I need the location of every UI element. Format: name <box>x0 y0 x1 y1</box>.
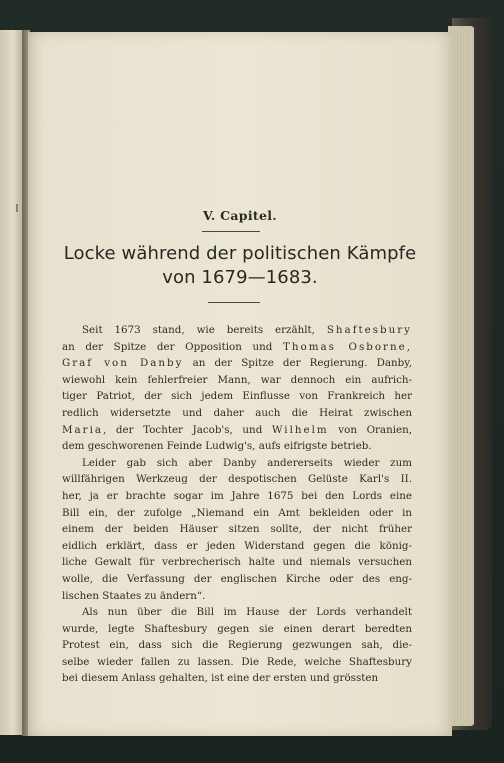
chapter-title-line-2: von 1679—1683. <box>162 267 318 288</box>
chapter-title <box>28 242 452 290</box>
text-line: tiger Patriot, der sich jedem Einflusse von Frankreich her <box>62 390 412 403</box>
text-line: willfährigen Werkzeug der despotischen Gelüste Karl's II. <box>62 473 412 486</box>
text-line: Bill ein, der zufolge „Niemand ein Amt bekleiden oder in <box>62 506 412 519</box>
text-line: wolle, die Verfassung der englischen Kirche oder des eng- <box>62 572 412 585</box>
divider-rule-bottom <box>208 302 260 303</box>
text-line: redlich widersetzte und daher auch die Heirat zwischen <box>62 406 412 419</box>
text-line: bei diesem Anlass gehalten, ist eine der ersten und grössten <box>62 672 379 685</box>
page-mark <box>16 204 18 212</box>
text-line: einem der beiden Häuser sitzen sollte, der nicht früher <box>62 523 412 536</box>
text-line: an der Spitze der Opposition und Thomas Osborne, <box>62 340 412 353</box>
text-line: Maria, der Tochter Jacob's, und Wilhelm von Oranien, <box>62 423 412 436</box>
text-line: dem geschworenen Feinde Ludwig's, aufs eifrigste betrieb. <box>62 440 372 453</box>
text-line: Protest ein, dass sich die Regierung gezwungen sah, die- <box>62 639 412 652</box>
divider-rule-top <box>202 231 260 232</box>
body-text <box>62 322 412 687</box>
text-line: her, ja er brachte sogar im Jahre 1675 bei den Lords eine <box>62 489 412 502</box>
text-line: eidlich erklärt, dass er jeden Widerstand gegen die könig- <box>62 539 412 552</box>
text-line: wiewohl kein fehlerfreier Mann, war dennoch ein aufrich- <box>62 373 412 386</box>
text-line: Graf von Danby an der Spitze der Regierung. Danby, <box>62 357 412 370</box>
chapter-title-line-1: Locke während der politischen Kämpfe <box>63 243 417 264</box>
text-line: lischen Staates zu ändern“. <box>62 589 206 602</box>
text-line: selbe wieder fallen zu lassen. Die Rede, welche Shaftesbury <box>62 655 412 668</box>
text-line: Seit 1673 stand, wie bereits erzählt, Shaftesbury <box>82 324 412 336</box>
text-line: Als nun über die Bill im Hause der Lords verhandelt <box>82 606 412 619</box>
chapter-heading: V. Capitel. <box>203 208 277 223</box>
text-line: Leider gab sich aber Danby andererseits wieder zum <box>82 456 412 469</box>
text-line: wurde, legte Shaftesbury gegen sie einen derart beredten <box>62 622 412 635</box>
text-line: liche Gewalt für verbrecherisch halte und niemals versuchen <box>62 556 412 569</box>
book-page <box>28 32 452 736</box>
left-page-edge <box>0 30 23 735</box>
